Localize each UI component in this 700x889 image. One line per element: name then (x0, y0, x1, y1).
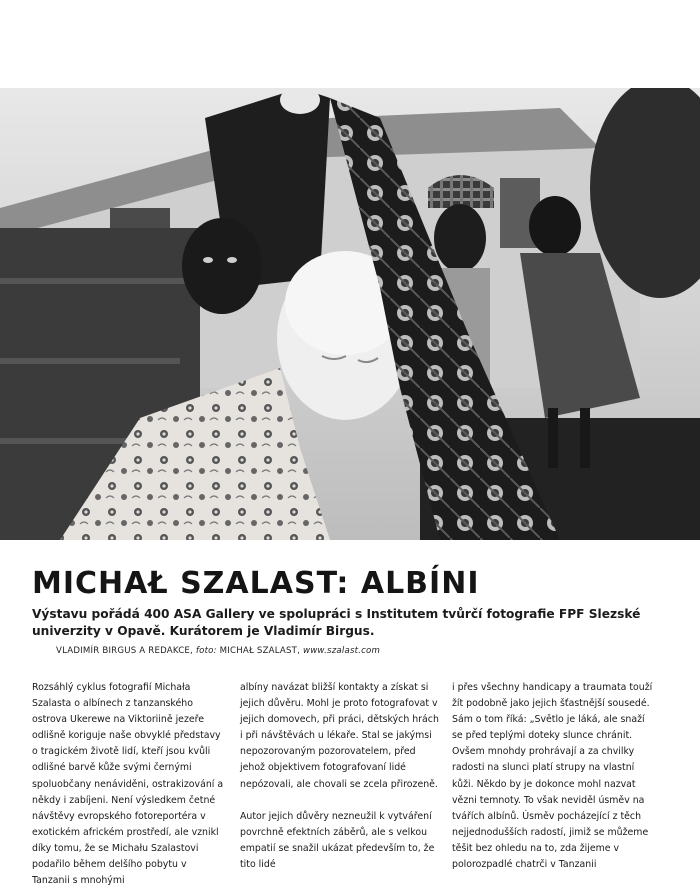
body-column-1 (32, 680, 227, 889)
byline-authors: VLADIMÍR BIRGUS A REDAKCE, (56, 646, 193, 656)
byline-photo-label: foto: (195, 646, 217, 656)
article-byline (56, 646, 676, 656)
article-title: MICHAŁ SZALAST: ALBÍNI (32, 566, 480, 601)
body-paragraph: Rozsáhlý cyklus fotografií Michała Szalasta o albínech z tanzanského ostrova Ukerewe na Viktoriině jezeře odlišně koriguje naše obvyklé představy o tragickém životě lidí, kteří jsou kvůli odlišné barvě kůže svými černými spoluobčany nenáviděni, ostrakizování a někdy i zabíjeni. Není výsledkem četné návštěvy evropského fotoreportéra v exotickém africkém prostředí, ale vznikl díky tomu, že se Michału Szalastovi podařilo během delšího pobytu v Tanzanii s mnohými (32, 682, 224, 887)
article-lead: Výstavu pořádá 400 ASA Gallery ve spolupráci s Institutem tvůrčí fotografie FPF Slezské univerzity v Opavě. Kurátorem je Vladimír Birgus. (32, 607, 641, 638)
body-column-3 (452, 680, 657, 873)
hero-photograph (0, 88, 700, 540)
body-paragraph: Autor jejich důvěry nezneužil k vytváření povrchně efektních záběrů, ale s velkou empatií se snažil ukázat především to, že tito lidé (240, 810, 435, 870)
byline-photographer: MICHAŁ SZALAST, (219, 646, 301, 656)
byline-website-link[interactable]: www.szalast.com (302, 646, 381, 656)
body-column-2 (240, 680, 440, 873)
body-paragraph: i přes všechny handicapy a traumata touží žít podobně jako jejich šťastnější sousedé. Sám o tom říká: „Světlo je láká, ale snaží se před teplými doteky slunce chránit. Ovšem mnohdy prohrávají a za chvilky radosti na slunci platí strupy na vlastní kůži. Někdo by je dokonce mohl nazvat vězni temnoty. To však neviděl úsměv na tvářích albínů. Úsměv pocházející z těch nejjednodušších radostí, jimiž se můžeme těšit bez ohledu na to, zda žijeme v polorozpadlé chatrči v Tanzanii (452, 682, 653, 871)
body-paragraph: albíny navázat bližší kontakty a získat si jejich důvěru. Mohl je proto fotografovat v jejich domovech, při práci, dětských hrách i při návštěvách u lékaře. Stal se jakýmsi nepozorovaným pozorovatelem, před jehož objektivem fotografovaní lidé nepózovali, ale chovali se zcela přirozeně. (240, 682, 439, 790)
